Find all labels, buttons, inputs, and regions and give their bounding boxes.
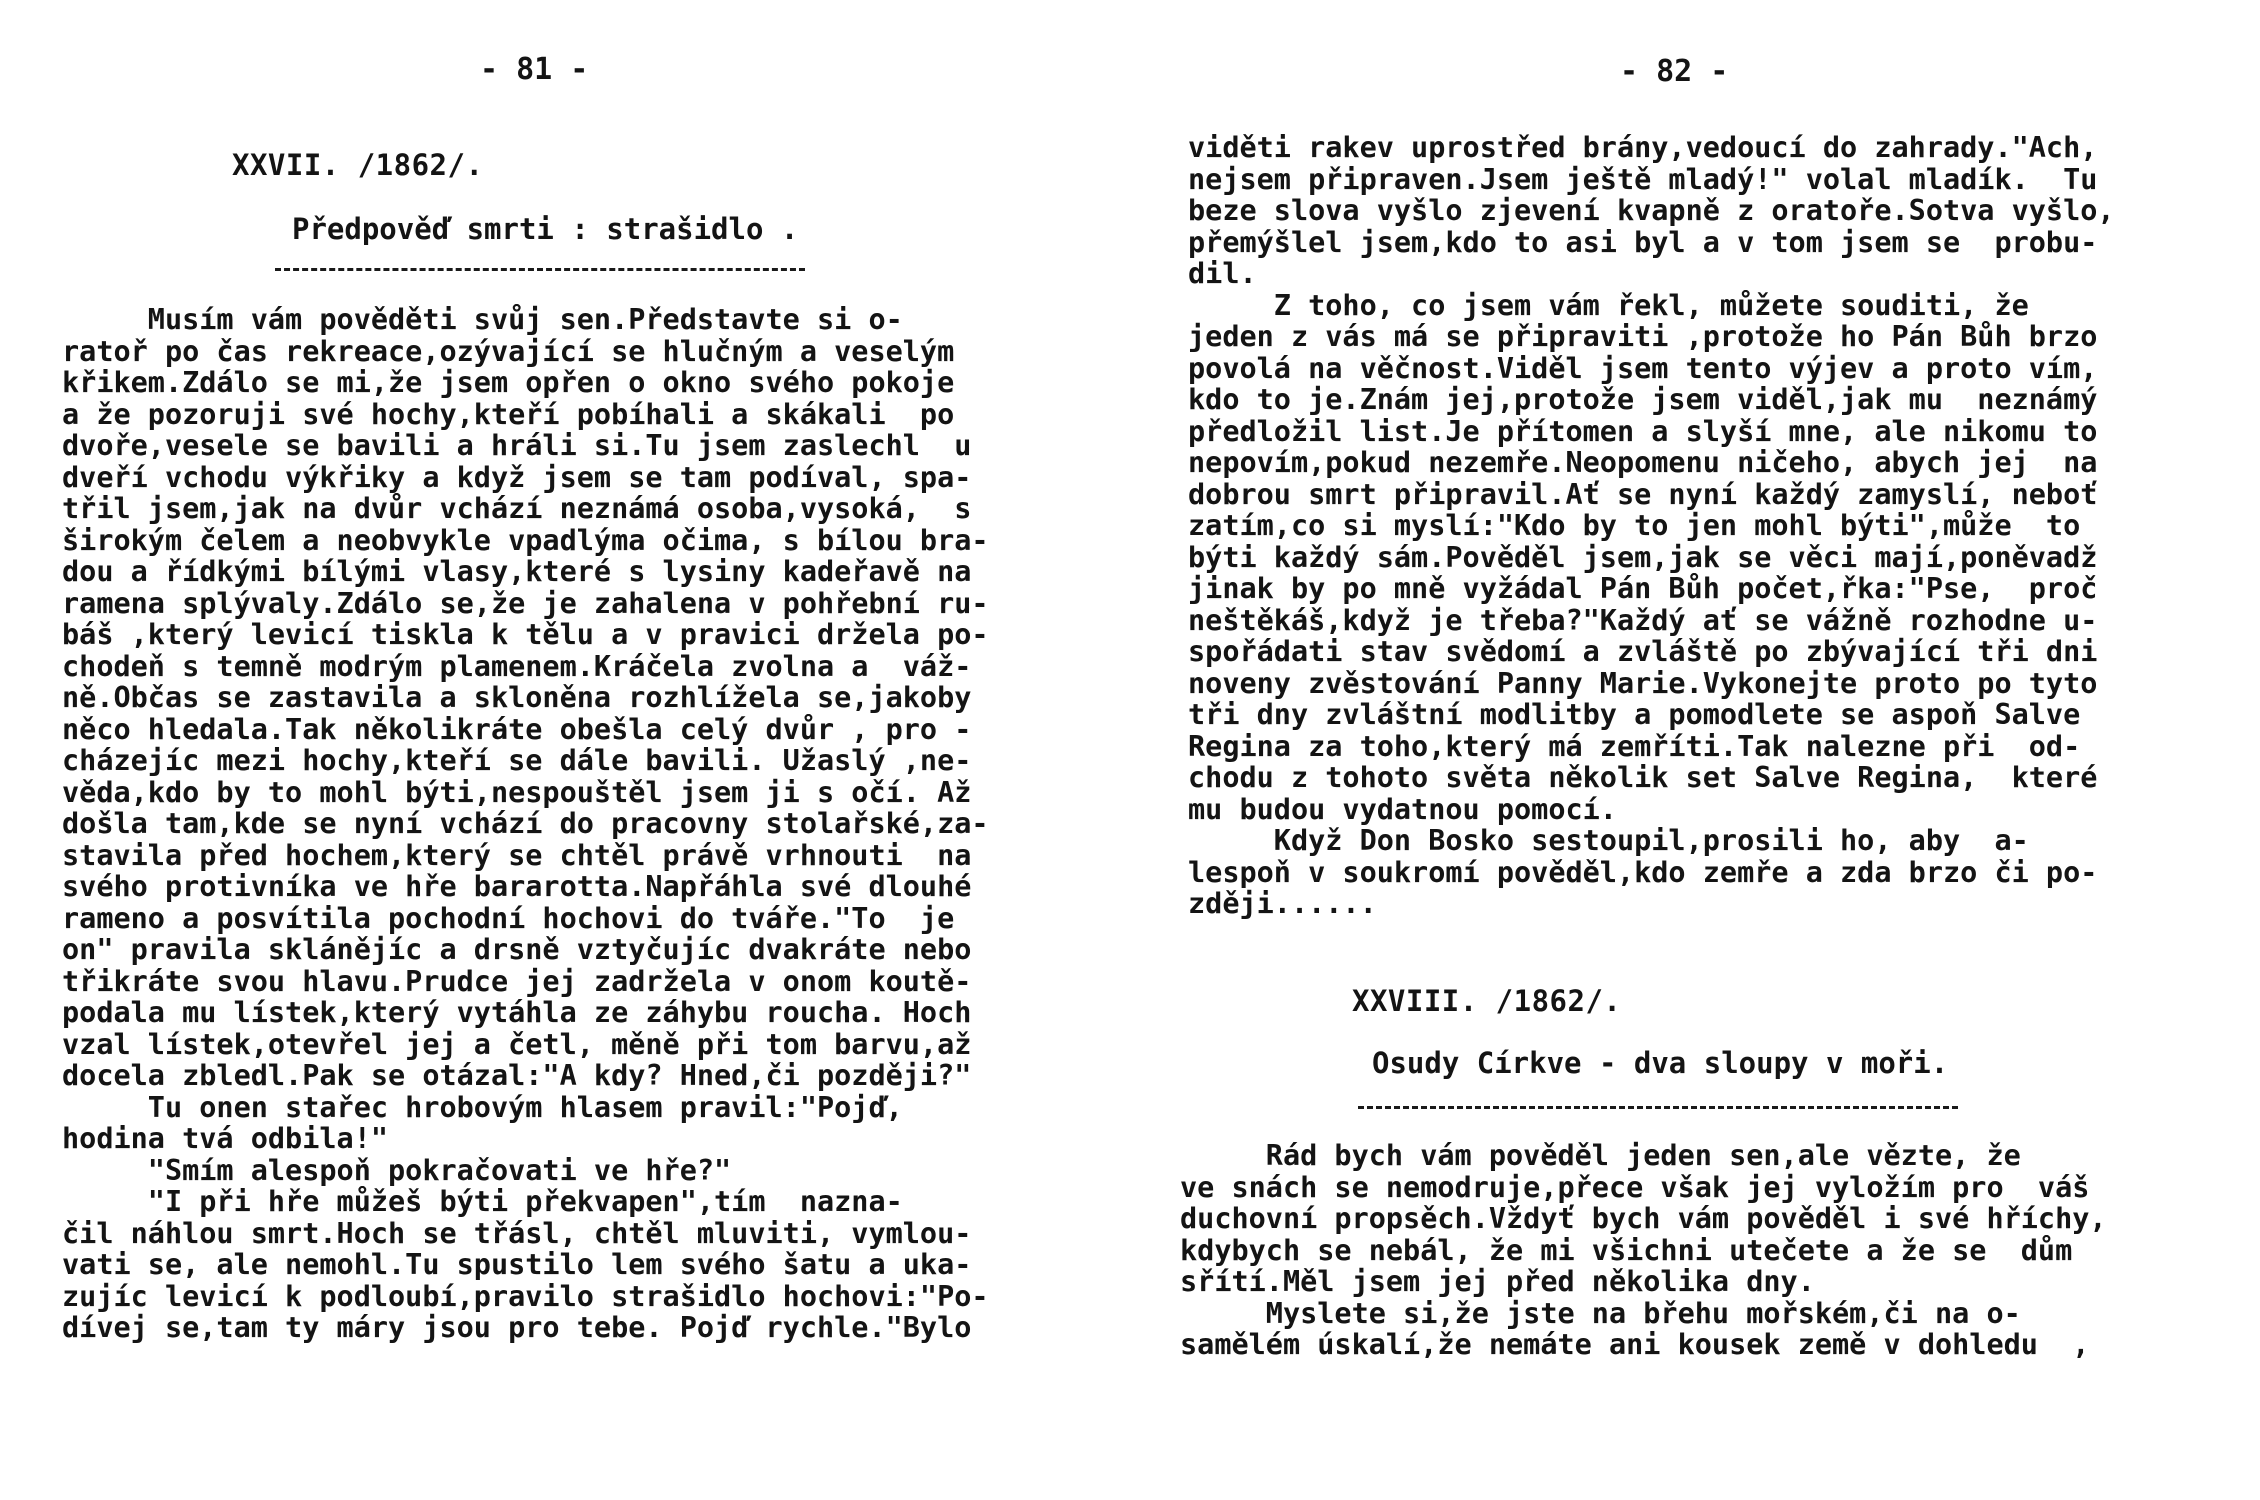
text-line: a že pozoruji své hochy,kteří pobíhali a skákali po — [62, 398, 955, 430]
text-line: svého protivníka ve hře bararotta.Napřáhla své dlouhé — [62, 871, 972, 903]
text-line: zujíc levicí k podloubí,pravilo strašidlo hochovi:"Po- — [62, 1280, 989, 1312]
text-line: došla tam,kde se nyní vchází do pracovny stolařské,za- — [62, 808, 989, 840]
text-line: věda,kdo by to mohl býti,nespouštěl jsem ji s očí. Až — [62, 776, 972, 808]
text-line: přemýšlel jsem,kdo to asi byl a v tom jsem se probu- — [1188, 226, 2098, 258]
text-line: beze slova vyšlo zjevení kvapně z oratoře.Sotva vyšlo, — [1188, 195, 2115, 227]
text-line: vati se, ale nemohl.Tu spustilo lem svého šatu a uka- — [62, 1249, 972, 1281]
chapter-heading: XXVIII. /1862/. — [1352, 984, 1622, 1018]
text-line: nejsem připraven.Jsem ještě mladý!" volal mladík. Tu — [1188, 163, 2098, 195]
text-line: cházejíc mezi hochy,kteří se dále bavili. Užaslý ,ne- — [62, 745, 972, 777]
text-line: dobrou smrt připravil.Ať se nyní každý zamyslí, neboť — [1188, 478, 2098, 510]
dashed-rule — [275, 268, 805, 271]
text-line: Z toho, co jsem vám řekl, můžete souditi, že — [1188, 289, 2029, 321]
text-line: "Smím alespoň pokračovati ve hře?" — [62, 1154, 732, 1186]
text-line: kdo to je.Znám jej,protože jsem viděl,jak mu neznámý — [1188, 384, 2098, 416]
text-line: jinak by po mně vyžádal Pán Bůh počet,řka:"Pse, proč — [1188, 573, 2098, 605]
text-line: povolá na věčnost.Viděl jsem tento výjev a proto vím, — [1188, 352, 2098, 384]
text-line: Musím vám pověděti svůj sen.Představte si o- — [62, 304, 903, 336]
text-line: duchovní propsěch.Vždyť bych vám pověděl i své hříchy, — [1180, 1203, 2107, 1235]
dashed-rule — [1358, 1106, 1958, 1109]
text-line: Tu onen stařec hrobovým hlasem pravil:"Pojď, — [62, 1091, 903, 1123]
text-line: čil náhlou smrt.Hoch se třásl, chtěl mluviti, vymlou- — [62, 1217, 972, 1249]
page-number: - 81 - — [480, 52, 589, 87]
text-line: tři dny zvláštní modlitby a pomodlete se aspoň Salve — [1188, 699, 2081, 731]
chapter-title: Osudy Církve - dva sloupy v moři. — [1372, 1046, 1949, 1080]
text-line: rameno a posvítila pochodní hochovi do tváře."To je — [62, 902, 955, 934]
text-line: chodu z tohoto světa několik set Salve Regina, které — [1188, 762, 2098, 794]
text-line: něco hledala.Tak několikráte obešla celý dvůr , pro - — [62, 713, 972, 745]
text-line: nepovím,pokud nezemře.Neopomenu ničeho, abych jej na — [1188, 447, 2098, 479]
text-line: vzal lístek,otevřel jej a četl, měně při tom barvu,až — [62, 1028, 972, 1060]
text-line: křikem.Zdálo se mi,že jsem opřen o okno svého pokoje — [62, 367, 955, 399]
text-line: báš ,který levicí tiskla k tělu a v pravici držela po- — [62, 619, 989, 651]
body-text-continuation — [1188, 132, 2208, 920]
text-line: on" pravila sklánějíc a drsně vztyčujíc dvakráte nebo — [62, 934, 972, 966]
text-line: jeden z vás má se připraviti ,protože ho Pán Bůh brzo — [1188, 321, 2098, 353]
text-line: ratoř po čas rekreace,ozývající se hlučným a veselým — [62, 335, 955, 367]
text-line: Myslete si,že jste na břehu mořském,či na o- — [1180, 1297, 2021, 1329]
text-line: samělém úskalí,že nemáte ani kousek země v dohledu , — [1180, 1329, 2090, 1361]
text-line: chodeň s temně modrým plamenem.Kráčela zvolna a váž- — [62, 650, 972, 682]
chapter-title: Předpověď smrti : strašidlo . — [292, 212, 799, 246]
page-number: - 82 - — [1620, 54, 1729, 89]
text-line: spořádati stav svědomí a zvláště po zbývající tři dni — [1188, 636, 2098, 668]
text-line: hodina tvá odbila!" — [62, 1123, 389, 1155]
text-line: neštěkáš,když je třeba?"Každý ať se vážně rozhodne u- — [1188, 604, 2098, 636]
text-line: lespoň v soukromí pověděl,kdo zemře a zda brzo či po- — [1188, 856, 2098, 888]
text-line: sřítí.Měl jsem jej před několika dny. — [1180, 1266, 1815, 1298]
text-line: dvoře,vesele se bavili a hráli si.Tu jsem zaslechl u — [62, 430, 972, 462]
text-line: ně.Občas se zastavila a skloněna rozhlížela se,jakoby — [62, 682, 972, 714]
chapter-heading: XXVII. /1862/. — [232, 148, 484, 182]
text-line: třikráte svou hlavu.Prudce jej zadržela v onom koutě- — [62, 965, 972, 997]
text-line: noveny zvěstování Panny Marie.Vykonejte proto po tyto — [1188, 667, 2098, 699]
text-line: stavila před hochem,který se chtěl právě vrhnouti na — [62, 839, 972, 871]
text-line: kdybych se nebál, že mi všichni utečete a že se dům — [1180, 1234, 2073, 1266]
text-line: podala mu lístek,který vytáhla ze záhybu roucha. Hoch — [62, 997, 972, 1029]
text-line: širokým čelem a neobvykle vpadlýma očima, s bílou bra- — [62, 524, 989, 556]
text-line: docela zbledl.Pak se otázal:"A kdy? Hned,či později?" — [62, 1060, 972, 1092]
text-line: dívej se,tam ty máry jsou pro tebe. Pojď rychle."Bylo — [62, 1312, 972, 1344]
body-text — [1180, 1140, 2210, 1361]
text-line: zději...... — [1188, 888, 1377, 920]
body-text — [62, 304, 1072, 1344]
text-line: mu budou vydatnou pomocí. — [1188, 793, 1617, 825]
text-line: "I při hře můžeš býti překvapen",tím nazna- — [62, 1186, 903, 1218]
text-line: Když Don Bosko sestoupil,prosili ho, aby a- — [1188, 825, 2029, 857]
text-line: Rád bych vám pověděl jeden sen,ale vězte, že — [1180, 1140, 2021, 1172]
text-line: ramena splývaly.Zdálo se,že je zahalena v pohřební ru- — [62, 587, 989, 619]
text-line: dil. — [1188, 258, 1257, 290]
text-line: zatím,co si myslí:"Kdo by to jen mohl býti",může to — [1188, 510, 2081, 542]
text-line: Regina za toho,který má zemříti.Tak nalezne při od- — [1188, 730, 2081, 762]
text-line: viděti rakev uprostřed brány,vedoucí do zahrady."Ach, — [1188, 132, 2098, 164]
text-line: býti každý sám.Pověděl jsem,jak se věci mají,poněvadž — [1188, 541, 2098, 573]
text-line: ve snách se nemodruje,přece však jej vyložím pro váš — [1180, 1171, 2090, 1203]
text-line: třil jsem,jak na dvůr vchází neznámá osoba,vysoká, s — [62, 493, 972, 525]
text-line: dou a řídkými bílými vlasy,které s lysiny kadeřavě na — [62, 556, 972, 588]
text-line: dveří vchodu výkřiky a když jsem se tam podíval, spa- — [62, 461, 972, 493]
text-line: předložil list.Je přítomen a slyší mne, ale nikomu to — [1188, 415, 2098, 447]
right-page — [1130, 0, 2260, 1500]
